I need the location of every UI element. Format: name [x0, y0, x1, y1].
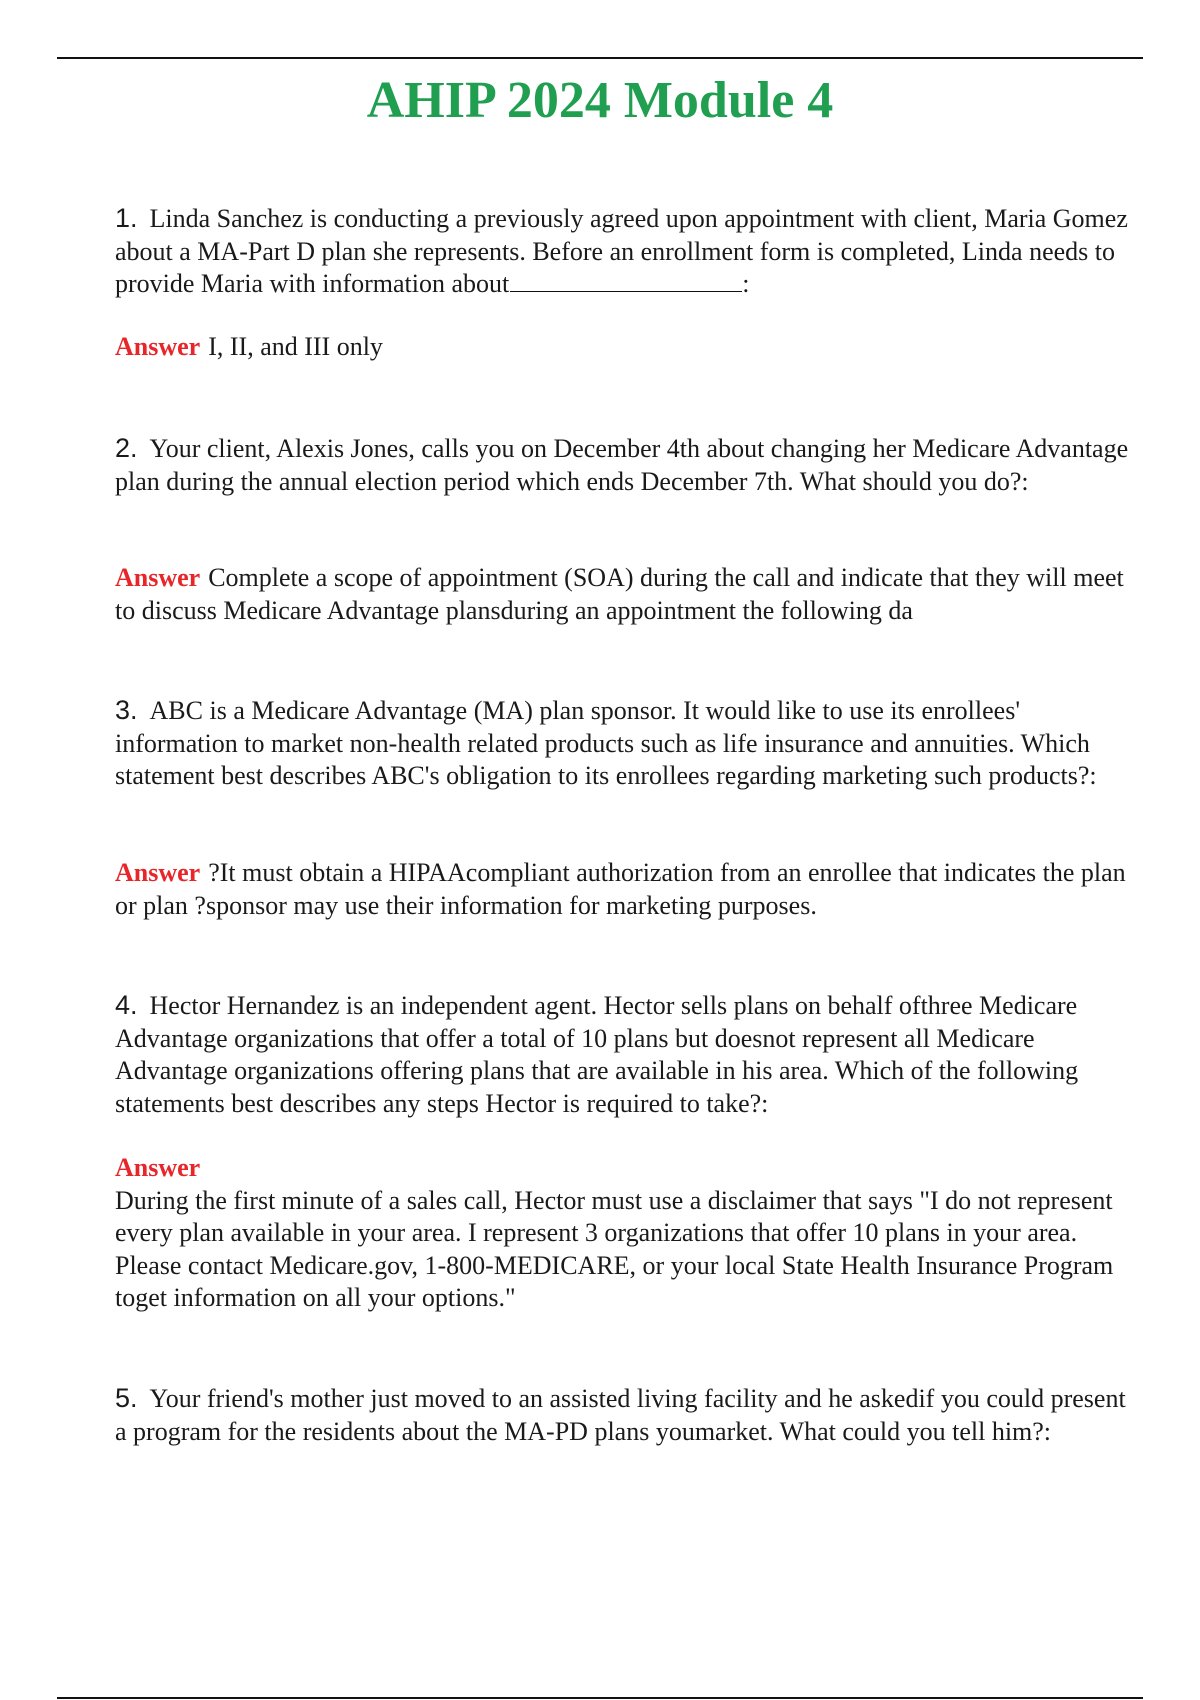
answer-text: During the first minute of a sales call, Hector must use a disclaimer that says "I do not represent every plan available in your area. I represent 3 organizations that offer 10 plans in your area. Please contact Medicare.gov, 1-800-MEDICARE, or your local State Health Insurance Program toget information on all your options." [115, 1185, 1114, 1312]
answer-label: Answer [115, 858, 201, 887]
answer-text: Complete a scope of appointment (SOA) during the call and indicate that they will meet to discuss Medicare Advantage plansduring an appointment the following da [115, 563, 1124, 625]
document-title: AHIP 2024 Module 4 [366, 72, 834, 129]
answer-1 [115, 331, 1145, 364]
answer-2 [115, 562, 1145, 627]
question-3 [115, 694, 1135, 793]
question-suffix: : [742, 269, 750, 298]
bottom-divider [57, 1697, 1143, 1699]
question-text: Your client, Alexis Jones, calls you on December 4th about changing her Medicare Advantage plan during the annual election period which ends December 7th. What should you do?: [115, 434, 1129, 496]
question-5 [115, 1382, 1135, 1448]
answer-text: I, II, and III only [208, 332, 383, 361]
fill-in-blank [510, 269, 742, 292]
question-1 [115, 202, 1135, 301]
question-number: 4. [115, 990, 138, 1020]
question-2 [115, 432, 1135, 498]
answer-3 [115, 857, 1145, 922]
question-number: 2. [115, 433, 138, 463]
question-number: 3. [115, 695, 138, 725]
question-text: Linda Sanchez is conducting a previously agreed upon appointment with client, Maria Gomez about a MA-Part D plan she represents. Before an enrollment form is completed, Linda needs to provide Maria with information about [115, 204, 1128, 298]
question-4 [115, 989, 1135, 1120]
question-text: Your friend's mother just moved to an assisted living facility and he askedif you could present a program for the residents about the MA-PD plans youmarket. What could you tell him?: [115, 1384, 1126, 1446]
answer-label: Answer [115, 1153, 201, 1182]
top-divider [57, 57, 1143, 59]
question-text: ABC is a Medicare Advantage (MA) plan sponsor. It would like to use its enrollees' information to market non-health related products such as life insurance and annuities. Which statement best describes ABC's obligation to its enrollees regarding marketing such products?: [115, 696, 1097, 790]
answer-label: Answer [115, 563, 201, 592]
answer-label: Answer [115, 332, 201, 361]
question-number: 1. [115, 203, 138, 233]
question-text: Hector Hernandez is an independent agent. Hector sells plans on behalf ofthree Medicare Advantage organizations that offer a total of 10 plans but doesnot represent all Medicare Advantage organizations offering plans that are available in his area. Which of the following statements best describes any steps Hector is required to take?: [115, 991, 1079, 1118]
answer-4 [115, 1152, 1145, 1315]
question-number: 5. [115, 1383, 138, 1413]
answer-text: ?It must obtain a HIPAAcompliant authorization from an enrollee that indicates the plan or plan ?sponsor may use their information for marketing purposes. [115, 858, 1126, 920]
